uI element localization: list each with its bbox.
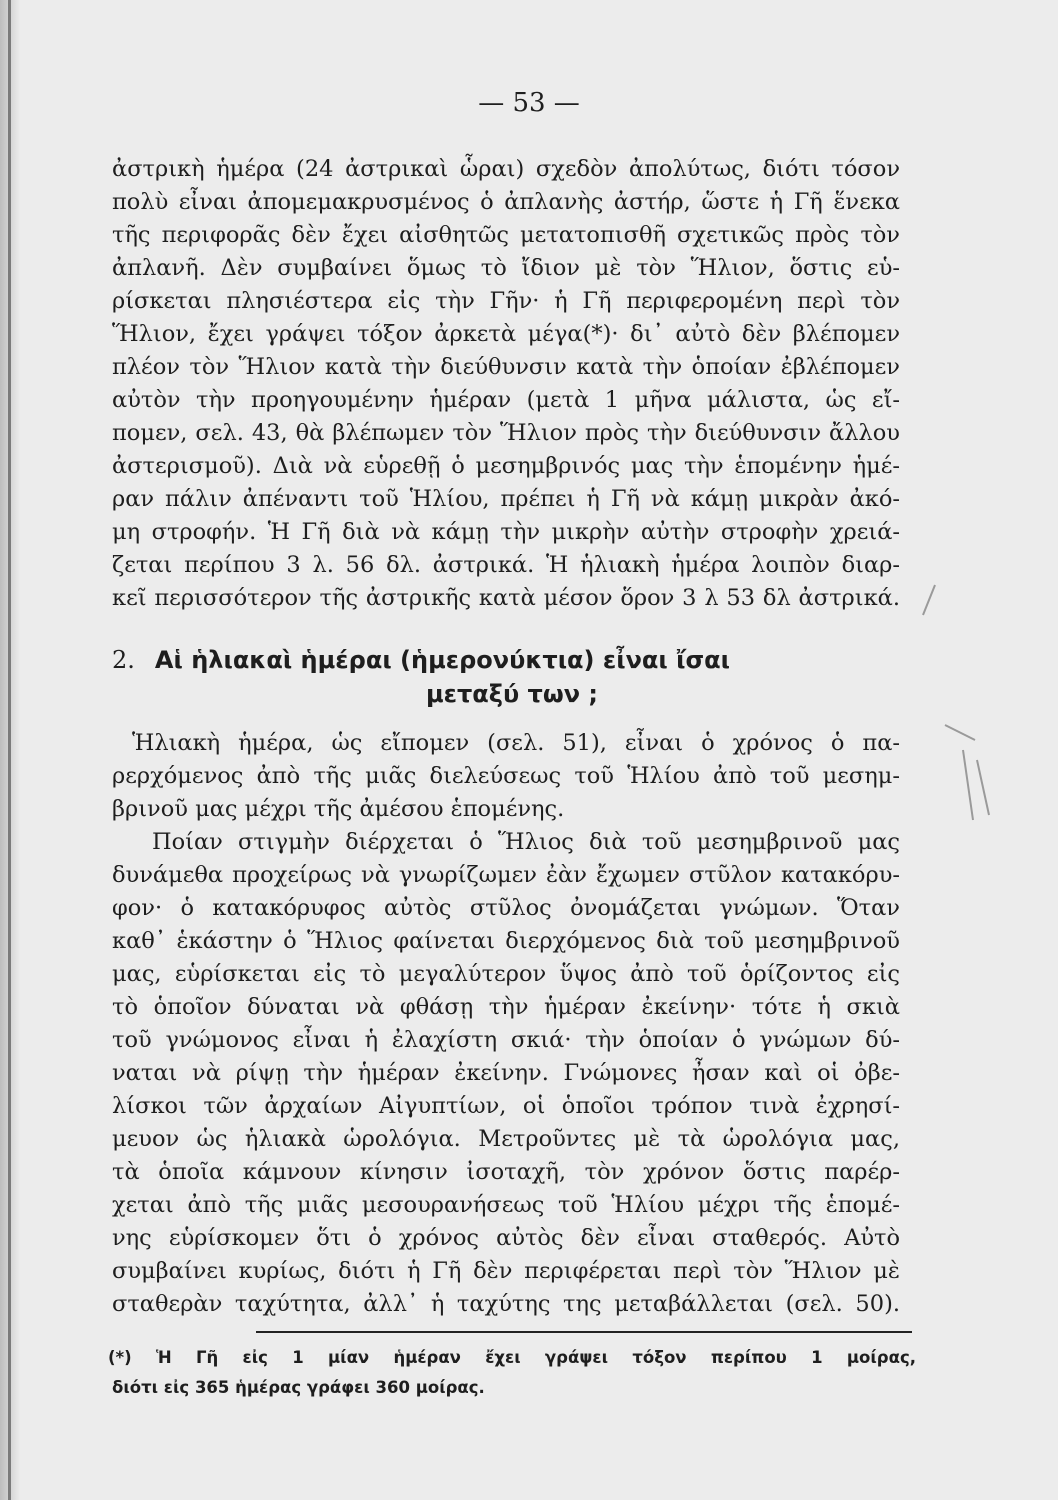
text-line: αὐτὸν τὴν προηγουμένην ἡμέραν (μετὰ 1 μῆνα μάλιστα, ὡς εἴ- xyxy=(112,387,900,413)
text-line: ἀστρικὴ ἡμέρα (24 ἀστρικαὶ ὧραι) σχεδὸν ἀπολύτως, διότι τόσον xyxy=(112,156,900,182)
page-edge-line xyxy=(8,0,11,1500)
page-number: — 53 — xyxy=(478,88,580,118)
text-line: βρινοῦ μας μέχρι τῆς ἀμέσου ἑπομένης. xyxy=(112,796,565,822)
text-line: καθ᾿ ἑκάστην ὁ Ἥλιος φαίνεται διερχόμενος διὰ τοῦ μεσημβρινοῦ xyxy=(112,928,900,954)
text-line: πομεν, σελ. 43, θὰ βλέπωμεν τὸν Ἥλιον πρὸς τὴν διεύθυνσιν ἄλλου xyxy=(112,420,900,446)
footnote-rule xyxy=(256,1331,912,1333)
text-line: Ἡλιακὴ ἡμέρα, ὡς εἴπομεν (σελ. 51), εἶναι ὁ χρόνος ὁ πα- xyxy=(132,730,900,756)
text-line: ναται νὰ ρίψῃ τὴν ἡμέραν ἐκείνην. Γνώμονες ἦσαν καὶ οἱ ὀβε- xyxy=(112,1060,900,1086)
text-line: δυνάμεθα προχείρως νὰ γνωρίζωμεν ἐὰν ἔχωμεν στῦλον κατακόρυ- xyxy=(112,862,900,888)
text-line: ἀστερισμοῦ). Διὰ νὰ εὑρεθῇ ὁ μεσημβρινός μας τὴν ἑπομένην ἡμέ- xyxy=(112,453,900,479)
text-line: μη στροφήν. Ἡ Γῆ διὰ νὰ κάμῃ τὴν μικρὴν αὐτὴν στροφὴν χρειά- xyxy=(112,519,900,545)
text-line: τοῦ γνώμονος εἶναι ἡ ἐλαχίστη σκιά· τὴν ὁποίαν ὁ γνώμων δύ- xyxy=(112,1027,900,1053)
text-line: πλέον τὸν Ἥλιον κατὰ τὴν διεύθυνσιν κατὰ τὴν ὁποίαν ἐβλέπομεν xyxy=(112,354,900,380)
text-line: ζεται περίπου 3 λ. 56 δλ. ἀστρικά. Ἡ ἡλιακὴ ἡμέρα λοιπὸν διαρ- xyxy=(112,552,900,578)
text-line: τὸ ὁποῖον δύναται νὰ φθάσῃ τὴν ἡμέραν ἐκείνην· τότε ἡ σκιὰ xyxy=(112,994,900,1020)
text-line: σταθερὰν ταχύτητα, ἀλλ᾿ ἡ ταχύτης της μεταβάλλεται (σελ. 50). xyxy=(112,1291,900,1317)
text-line: ραν πάλιν ἀπέναντι τοῦ Ἡλίου, πρέπει ἡ Γῆ νὰ κάμῃ μικρὰν ἀκό- xyxy=(112,486,900,512)
text-line: μευον ὡς ἡλιακὰ ὡρολόγια. Μετροῦντες μὲ τὰ ὡρολόγια μας, xyxy=(112,1126,900,1152)
section-heading-line-2 xyxy=(112,676,912,712)
text-line: ρίσκεται πλησιέστερα εἰς τὴν Γῆν· ἡ Γῆ περιφερομένη περὶ τὸν xyxy=(112,288,900,314)
text-line: μας, εὑρίσκεται εἰς τὸ μεγαλύτερον ὕψος ἀπὸ τοῦ ὁρίζοντος εἰς xyxy=(112,961,900,987)
pencil-marks xyxy=(915,575,1005,835)
section-title-line-1: Αἱ ἡλιακαὶ ἡμέραι (ἡμερονύκτια) εἶναι ἴσαι xyxy=(154,646,730,674)
text-line: χεται ἀπὸ τῆς μιᾶς μεσουρανήσεως τοῦ Ἡλίου μέχρι τῆς ἑπομέ- xyxy=(112,1192,900,1218)
footnote-line: (*) Ἡ Γῆ εἰς 1 μίαν ἡμέραν ἔχει γράψει τόξον περίπου 1 μοίρας, xyxy=(108,1348,916,1367)
text-line: ρερχόμενος ἀπὸ τῆς μιᾶς διελεύσεως τοῦ Ἡλίου ἀπὸ τοῦ μεσημ- xyxy=(112,763,900,789)
section-number: 2. xyxy=(112,646,135,674)
footnote-line: διότι εἰς 365 ἡμέρας γράφει 360 μοίρας. xyxy=(112,1378,485,1397)
text-line: πολὺ εἶναι ἀπομεμακρυσμένος ὁ ἀπλανὴς ἀστήρ, ὥστε ἡ Γῆ ἕνεκα xyxy=(112,189,900,215)
text-line: λίσκοι τῶν ἀρχαίων Αἰγυπτίων, οἱ ὁποῖοι τρόπον τινὰ ἐχρησί- xyxy=(112,1093,900,1119)
text-line: Ποίαν στιγμὴν διέρχεται ὁ Ἥλιος διὰ τοῦ μεσημβρινοῦ μας xyxy=(152,829,900,855)
text-line: κεῖ περισσότερον τῆς ἀστρικῆς κατὰ μέσον ὅρον 3 λ 53 δλ ἀστρικά. xyxy=(112,585,900,611)
text-line: συμβαίνει κυρίως, διότι ἡ Γῆ δὲν περιφέρεται περὶ τὸν Ἥλιον μὲ xyxy=(112,1258,900,1284)
text-line: φον· ὁ κατακόρυφος αὐτὸς στῦλος ὀνομάζεται γνώμων. Ὅταν xyxy=(112,895,900,921)
section-heading xyxy=(112,642,912,678)
text-line: ἀπλανῆ. Δὲν συμβαίνει ὅμως τὸ ἴδιον μὲ τὸν Ἥλιον, ὅστις εὑ- xyxy=(112,255,900,281)
text-line: τὰ ὁποῖα κάμνουν κίνησιν ἰσοταχῆ, τὸν χρόνον ὅστις παρέρ- xyxy=(112,1159,900,1185)
section-title-line-2: μεταξύ των ; xyxy=(425,680,599,708)
text-line: Ἥλιον, ἔχει γράψει τόξον ἀρκετὰ μέγα(*)· δι᾿ αὐτὸ δὲν βλέπομεν xyxy=(112,321,900,347)
text-line: τῆς περιφορᾶς δὲν ἔχει αἰσθητῶς μετατοπισθῆ σχετικῶς πρὸς τὸν xyxy=(112,222,900,248)
text-line: νης εὑρίσκομεν ὅτι ὁ χρόνος αὐτὸς δὲν εἶναι σταθερός. Αὐτὸ xyxy=(112,1225,900,1251)
